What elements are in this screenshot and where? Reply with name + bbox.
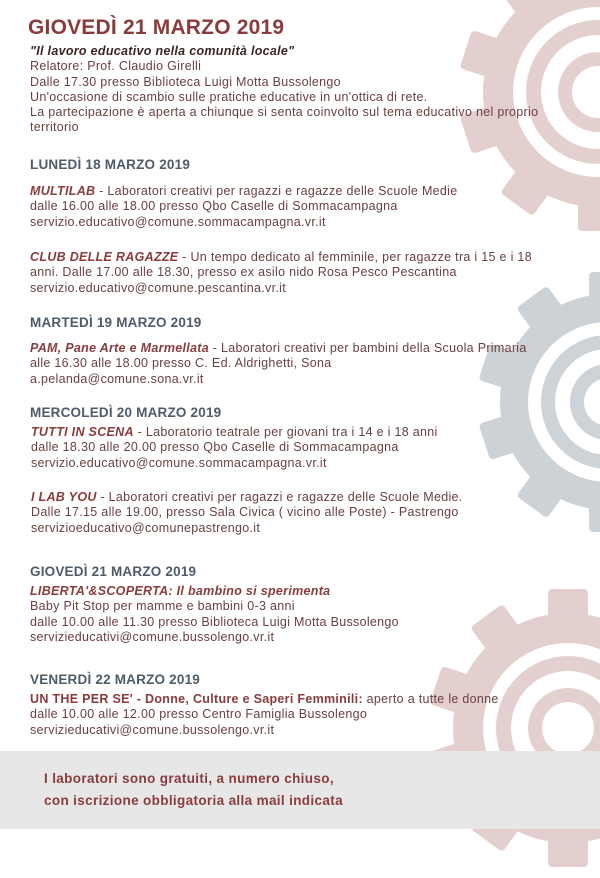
- event-time: dalle 10.00 alle 12.00 presso Centro Famiglia Bussolengo: [30, 707, 368, 722]
- event-time: alle 16.30 alle 18.00 presso C. Ed. Aldrighetti, Sona: [30, 356, 332, 371]
- event-email[interactable]: servizio.educativo@comune.sommacampagna.vr.it: [31, 455, 327, 470]
- event-title: PAM, Pane Arte e Marmellata: [30, 341, 209, 355]
- event-title: I LAB YOU: [31, 490, 97, 504]
- event-email[interactable]: a.pelanda@comune.sona.vr.it: [30, 371, 204, 386]
- talk-title: "Il lavoro educativo nella comunità locale": [30, 44, 295, 58]
- event-time: Dalle 17.15 alle 19.00, presso Sala Civica ( vicino alle Poste) - Pastrengo: [31, 505, 459, 520]
- event-time: dalle 16.00 alle 18.00 presso Qbo Caselle di Sommacampagna: [30, 199, 398, 214]
- page-title: GIOVEDÌ 21 MARZO 2019: [28, 16, 285, 39]
- event-title: TUTTI IN SCENA: [31, 425, 134, 439]
- speaker: Relatore: Prof. Claudio Girelli: [30, 59, 202, 74]
- event-title: MULTILAB: [30, 184, 96, 198]
- event-un-the-per-se: [30, 692, 499, 738]
- event-desc: - Un tempo dedicato al femminile, per ragazze tra i 15 e i 18: [178, 250, 532, 264]
- event-email[interactable]: servizieducativi@comune.bussolengo.vr.it: [30, 629, 275, 644]
- event-i-lab-you: [31, 490, 463, 536]
- day-heading-thursday: GIOVEDÌ 21 MARZO 2019: [30, 564, 197, 579]
- event-time: dalle 10.00 alle 11.30 presso Biblioteca Luigi Motta Bussolengo: [30, 614, 399, 629]
- event-time: anni. Dalle 17.00 alle 18.30, presso ex asilo nido Rosa Pesco Pescantina: [30, 265, 457, 280]
- event-title: UN THE PER SE' - Donne, Culture e Saperi Femminili:: [30, 692, 363, 706]
- event-desc: - Laboratorio teatrale per giovani tra i 14 e i 18 anni: [133, 425, 438, 439]
- event-email[interactable]: servizio.educativo@comune.pescantina.vr.it: [30, 280, 286, 295]
- intro-desc: Un'occasione di scambio sulle pratiche educative in un'ottica di rete.: [30, 89, 428, 104]
- event-multilab: [30, 184, 458, 230]
- intro-participation: La partecipazione è aperta a chiunque si senta coinvolto sul tema educativo nel proprio: [30, 105, 539, 120]
- intro-block: [30, 44, 538, 136]
- event-title: LIBERTA'&SCOPERTA: Il bambino si sperimenta: [30, 584, 331, 598]
- footer-text: [44, 768, 343, 812]
- intro-place: Dalle 17.30 presso Biblioteca Luigi Motta Bussolengo: [30, 74, 341, 89]
- event-pam: [30, 341, 527, 387]
- footer-line-1: I laboratori sono gratuiti, a numero chiuso,: [44, 771, 334, 786]
- event-email[interactable]: servizioeducativo@comunepastrengo.it: [31, 520, 261, 535]
- event-desc: - Laboratori creativi per ragazzi e ragazze delle Scuole Medie.: [96, 490, 463, 504]
- event-email[interactable]: servizieducativi@comune.bussolengo.vr.it: [30, 722, 275, 737]
- day-heading-friday: VENERDÌ 22 MARZO 2019: [30, 672, 201, 687]
- event-club-ragazze: [30, 250, 532, 296]
- event-title: CLUB DELLE RAGAZZE: [30, 250, 179, 264]
- intro-participation-cont: territorio: [30, 120, 79, 135]
- footer-line-2: con iscrizione obbligatoria alla mail indicata: [44, 793, 343, 808]
- event-desc: - Laboratori creativi per bambini della Scuola Primaria: [209, 341, 527, 355]
- day-heading-tuesday: MARTEDÌ 19 MARZO 2019: [30, 315, 202, 330]
- event-liberta-scoperta: [30, 584, 399, 645]
- event-tutti-in-scena: [31, 425, 438, 471]
- day-heading-wednesday: MERCOLEDÌ 20 MARZO 2019: [30, 405, 222, 420]
- event-desc: Baby Pit Stop per mamme e bambini 0-3 anni: [30, 599, 295, 614]
- event-desc: - Laboratori creativi per ragazzi e ragazze delle Scuole Medie: [95, 184, 458, 198]
- event-time: dalle 18.30 alle 20.00 presso Qbo Caselle di Sommacampagna: [31, 440, 399, 455]
- footer-banner: [0, 751, 600, 829]
- event-email[interactable]: servizio.educativo@comune.sommacampagna.vr.it: [30, 214, 326, 229]
- day-heading-monday: LUNEDÌ 18 MARZO 2019: [30, 157, 191, 172]
- event-desc: aperto a tutte le donne: [362, 692, 499, 706]
